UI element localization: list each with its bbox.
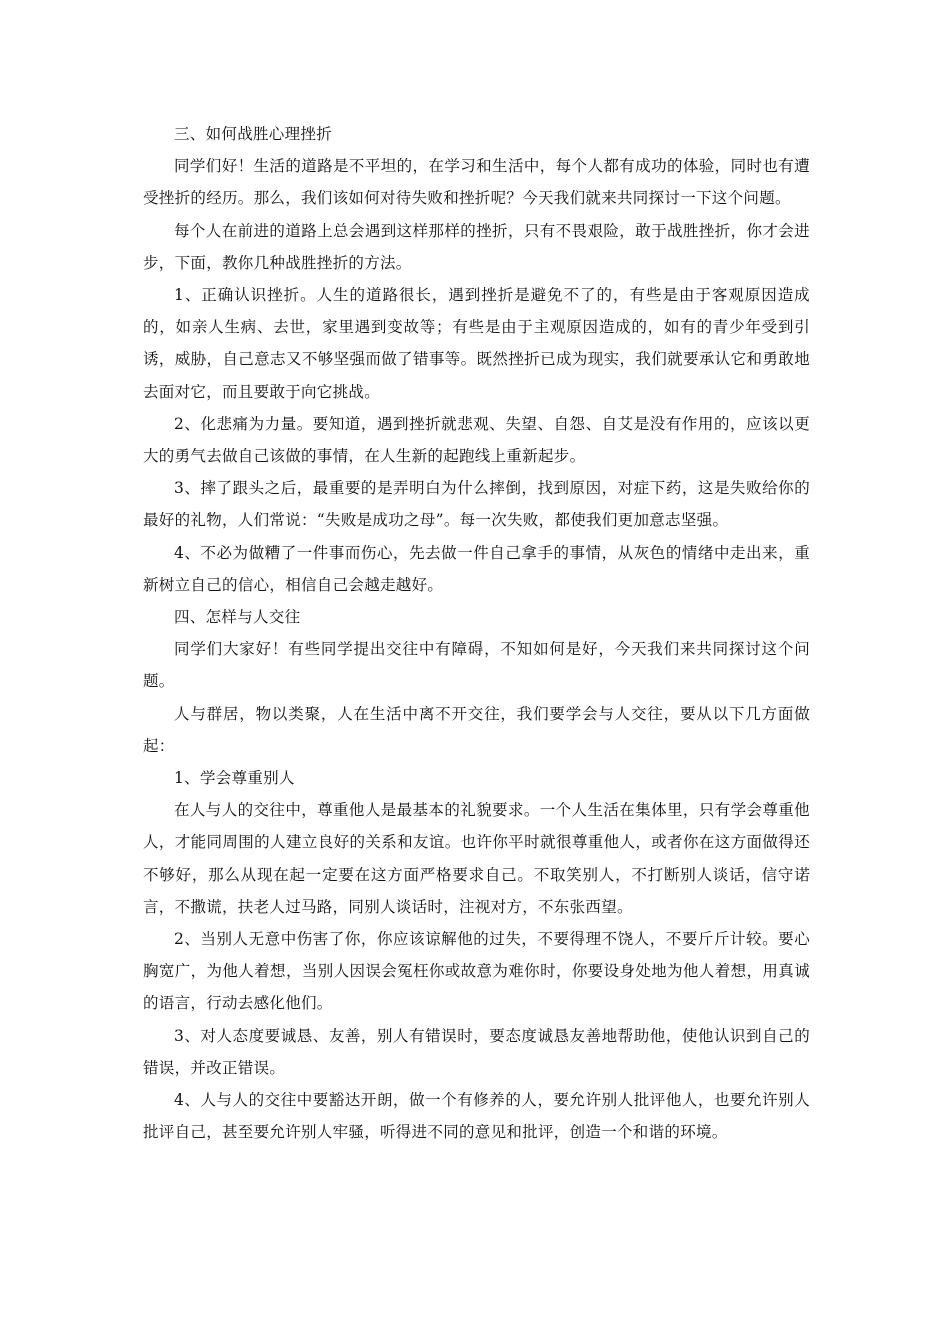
subheading: 1、学会尊重别人 [174, 769, 295, 788]
list-item: 3、摔了跟头之后，最重要的是弄明白为什么摔倒，找到原因，对症下药，这是失败给你的最好的礼物，人们常说：“失败是成功之母”。每一次失败，都使我们更加意志坚强。 [143, 479, 810, 530]
list-item: 2、化悲痛为力量。要知道，遇到挫折就悲观、失望、自怨、自艾是没有作用的，应该以更大的勇气去做自己该做的事情，在人生新的起跑线上重新起步。 [143, 414, 810, 466]
list-item: 3、对人态度要诚恳、友善，别人有错误时，要态度诚恳友善地帮助他，使他认识到自己的错误，并改正错误。 [143, 1026, 810, 1077]
list-item: 4、人与人的交往中要豁达开朗，做一个有修养的人，要允许别人批评他人，也要允许别人批评自己，甚至要允许别人牢骚，听得进不同的意见和批评，创造一个和谐的环境。 [143, 1091, 810, 1142]
paragraph: 在人与人的交往中，尊重他人是最基本的礼貌要求。一个人生活在集体里，只有学会尊重他人，才能同周围的人建立良好的关系和友谊。也许你平时就很尊重他人，或者你在这方面做得还不够好，那么从现在起一定要在这方面严格要求自己。不取笑别人，不打断别人谈话，信守诺言，不撒谎，扶老人过马路，同别人谈话时，注视对方，不东张西望。 [143, 801, 810, 916]
paragraph: 同学们好！生活的道路是不平坦的，在学习和生活中，每个人都有成功的体验，同时也有遭受挫折的经历。那么，我们该如何对待失败和挫折呢？今天我们就来共同探讨一下这个问题。 [143, 157, 810, 208]
list-item: 4、不必为做糟了一件事而伤心，先去做一件自己拿手的事情，从灰色的情绪中走出来，重新树立自己的信心，相信自己会越走越好。 [143, 543, 810, 594]
section-heading-4: 四、怎样与人交往 [174, 608, 301, 627]
document-body [143, 118, 810, 1149]
paragraph: 每个人在前进的道路上总会遇到这样那样的挫折，只有不畏艰险，敢于战胜挫折，你才会进步，下面，教你几种战胜挫折的方法。 [143, 221, 810, 272]
paragraph: 同学们大家好！有些同学提出交往中有障碍，不知如何是好，今天我们来共同探讨这个问题。 [143, 640, 810, 691]
paragraph: 人与群居，物以类聚，人在生活中离不开交往，我们要学会与人交往，要从以下几方面做起： [143, 704, 810, 755]
list-item: 2、当别人无意中伤害了你，你应该谅解他的过失，不要得理不饶人，不要斤斤计较。要心胸宽广，为他人着想，当别人因误会冤枉你或故意为难你时，你要设身处地为他人着想，用真诚的语言，行动去感化他们。 [143, 930, 810, 1013]
list-item: 1、正确认识挫折。人生的道路很长，遇到挫折是避免不了的，有些是由于客观原因造成的，如亲人生病、去世，家里遇到变故等；有些是由于主观原因造成的，如有的青少年受到引诱，威胁，自己意志又不够坚强而做了错事等。既然挫折已成为现实，我们就要承认它和勇敢地去面对它，而且要敢于向它挑战。 [143, 286, 810, 401]
section-heading-3: 三、如何战胜心理挫折 [174, 125, 333, 143]
